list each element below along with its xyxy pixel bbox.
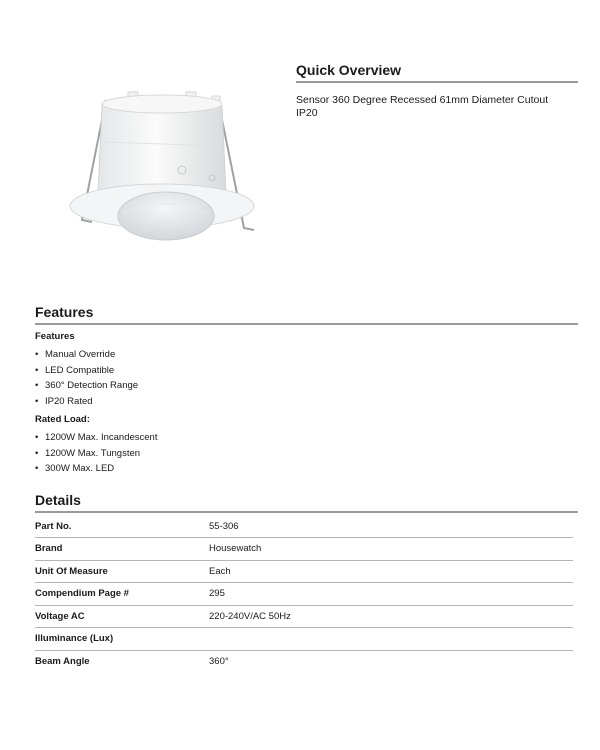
spec-label: Brand xyxy=(35,538,209,561)
details-table xyxy=(35,515,573,673)
rated-load-item: • 1200W Max. Tungsten xyxy=(35,446,578,462)
spec-label: Compendium Page # xyxy=(35,583,209,606)
product-image xyxy=(62,82,262,252)
spec-label: Beam Angle xyxy=(35,656,90,667)
spec-value: Each xyxy=(209,560,573,583)
feature-item: • IP20 Rated xyxy=(35,394,578,410)
spec-value: Housewatch xyxy=(209,538,573,561)
feature-item: • LED Compatible xyxy=(35,363,578,379)
rated-load-list xyxy=(35,430,578,477)
rated-load-item: • 300W Max. LED xyxy=(35,461,578,477)
spec-value xyxy=(209,628,573,651)
details-title: Details xyxy=(35,492,578,513)
features-title: Features xyxy=(35,304,578,325)
rated-load-item: • 1200W Max. Incandescent xyxy=(35,430,578,446)
spec-value: 360° xyxy=(209,656,229,667)
spec-value: 220-240V/AC 50Hz xyxy=(209,605,573,628)
feature-list xyxy=(35,347,578,409)
quick-overview-description: Sensor 360 Degree Recessed 61mm Diameter Cutout IP20 xyxy=(296,94,549,119)
details-section xyxy=(35,492,578,673)
table-row xyxy=(35,583,573,606)
feature-item: • 360° Detection Range xyxy=(35,378,578,394)
quick-overview-section xyxy=(296,62,578,120)
spec-label: Illuminance (Lux) xyxy=(35,628,209,651)
spec-label: Part No. xyxy=(35,515,209,538)
table-row xyxy=(35,605,573,628)
spec-value: 295 xyxy=(209,583,573,606)
table-row xyxy=(35,515,573,538)
sensor-illustration xyxy=(62,82,262,252)
features-subheading: Features xyxy=(35,331,75,342)
table-row xyxy=(35,560,573,583)
table-row xyxy=(35,628,573,651)
feature-item: • Manual Override xyxy=(35,347,578,363)
table-row xyxy=(35,538,573,561)
quick-overview-title: Quick Overview xyxy=(296,62,578,83)
rated-load-subheading: Rated Load: xyxy=(35,414,90,425)
spec-label: Voltage AC xyxy=(35,605,209,628)
features-section xyxy=(35,304,578,477)
spec-value: 55-306 xyxy=(209,515,573,538)
spec-label: Unit Of Measure xyxy=(35,560,209,583)
table-row xyxy=(35,650,573,673)
